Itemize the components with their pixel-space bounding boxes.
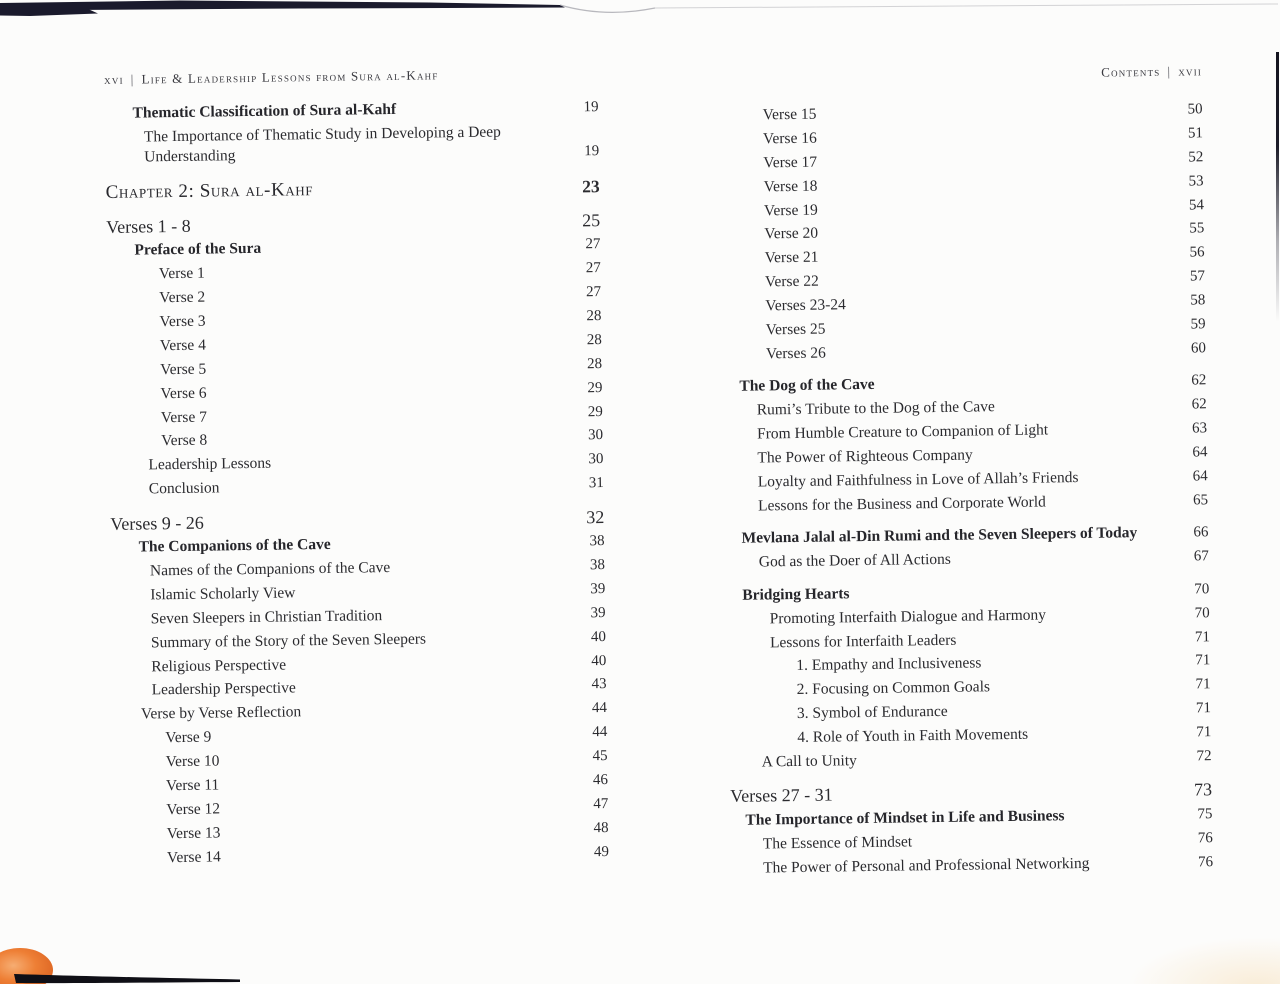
toc-entry-label: The Power of Personal and Professional Networking <box>763 854 1090 877</box>
toc-entry-page: 71 <box>1195 676 1211 693</box>
toc-entry-page: 71 <box>1194 628 1211 645</box>
toc-entry-page: 57 <box>1189 268 1206 285</box>
toc-entry-page: 25 <box>581 209 601 231</box>
toc-entry <box>108 330 602 357</box>
toc-entry-page: 73 <box>1193 779 1213 800</box>
toc-entry <box>723 243 1205 270</box>
toc-entry-label: Verses 26 <box>765 344 826 363</box>
toc-entry-page: 64 <box>1192 468 1208 485</box>
toc-entry-label: From Humble Creature to Companion of Light <box>756 421 1049 443</box>
toc-entry <box>725 418 1207 445</box>
toc-entry <box>111 555 605 582</box>
toc-entry-page: 53 <box>1188 172 1204 190</box>
toc-entry <box>108 354 602 381</box>
toc-entry <box>727 546 1209 573</box>
toc-entry <box>115 842 609 869</box>
toc-entry-label: Promoting Interfaith Dialogue and Harmony <box>769 606 1047 627</box>
toc-entry <box>105 121 600 169</box>
toc-entry <box>725 442 1207 469</box>
toc-entry-label: Verses 9 - 26 <box>110 512 204 534</box>
toc-entry-label: 1. Empathy and Inclusiveness <box>796 654 982 675</box>
toc-entry-page: 62 <box>1191 396 1207 413</box>
toc-entry-page: 30 <box>588 427 604 444</box>
toc-entry <box>728 603 1210 630</box>
running-head-right <box>720 63 1202 86</box>
toc-entry-page: 44 <box>591 700 608 717</box>
toc-entry-label: Chapter 2: Sura al-Kahf <box>105 178 314 203</box>
toc-entry-label: Lessons for the Business and Corporate World <box>757 493 1046 515</box>
toc-entry-label: Verse 9 <box>165 728 212 747</box>
toc-entry-label: Verses 27 - 31 <box>730 784 833 807</box>
toc-entry-label: Summary of the Story of the Seven Sleepers <box>150 630 427 652</box>
toc-entry <box>106 174 600 204</box>
toc-entry-page: 38 <box>589 557 606 574</box>
toc-entry <box>726 490 1208 517</box>
toc-entry <box>113 698 607 725</box>
toc-entry-label: Loyalty and Faithfulness in Love of Allah’s Friends <box>757 469 1079 491</box>
toc-entry-label: Religious Perspective <box>151 656 287 675</box>
toc-entry-page: 71 <box>1195 652 1211 669</box>
toc-entry-page: 38 <box>589 533 605 550</box>
toc-entry <box>723 266 1205 293</box>
book-right-edge <box>1276 52 1279 322</box>
toc-entry-page: 47 <box>593 795 609 813</box>
toc-entry <box>726 523 1208 550</box>
toc-entry-label: Verse 17 <box>763 153 818 172</box>
toc-entry-page: 70 <box>1194 604 1210 622</box>
book-title: Life & Leadership Lessons from Sura al-Kahf <box>141 67 439 87</box>
toc-entry-page: 76 <box>1197 853 1214 871</box>
toc-entry-page: 27 <box>586 284 602 301</box>
toc-entry-label: Leadership Perspective <box>151 679 296 699</box>
toc-entry-page: 23 <box>582 176 600 197</box>
toc-entry <box>731 828 1213 855</box>
toc-entry <box>726 466 1208 493</box>
book-cover-top-edge <box>0 0 1280 40</box>
toc-entry-label: The Essence of Mindset <box>762 833 913 853</box>
toc-entry <box>729 698 1211 725</box>
toc-entry-label: Verse 18 <box>763 177 818 196</box>
toc-entry-label: Preface of the Sura <box>134 240 262 259</box>
toc-entry-page: 62 <box>1191 372 1207 389</box>
toc-page-left <box>104 65 609 872</box>
toc-entry <box>113 722 607 749</box>
toc-entry <box>111 579 605 606</box>
toc-entry <box>724 338 1206 365</box>
toc-entry-label: Thematic Classification of Sura al-Kahf <box>132 100 397 122</box>
toc-entry-label: Verse 3 <box>159 312 206 331</box>
toc-entry-label: Verse 20 <box>764 225 819 243</box>
toc-entries-left <box>104 97 609 869</box>
toc-entry <box>722 195 1204 222</box>
toc-entry-page: 45 <box>592 748 608 765</box>
running-head-separator: | <box>1167 63 1172 79</box>
toc-entry <box>721 123 1203 150</box>
toc-entry-page: 49 <box>593 843 610 860</box>
toc-entry-page: 46 <box>592 772 609 789</box>
toc-entry-label: Verse 7 <box>160 408 208 426</box>
toc-entry-label: Verse 19 <box>763 201 818 219</box>
toc-entry <box>110 506 604 535</box>
toc-entry <box>111 531 605 558</box>
toc-entry-label: The Companions of the Cave <box>138 535 331 556</box>
toc-entry-page: 56 <box>1189 244 1205 261</box>
toc-entry-label: Verse 12 <box>166 800 221 819</box>
toc-entry-label: Verse 10 <box>165 752 220 771</box>
toc-entry-page: 64 <box>1192 444 1208 461</box>
toc-entry-page: 44 <box>592 724 608 741</box>
toc-entry <box>109 425 603 452</box>
toc-entry <box>112 627 606 654</box>
toc-entry <box>115 818 609 845</box>
toc-entry-label: Verse 8 <box>161 432 208 450</box>
toc-entry-page: 19 <box>583 99 599 116</box>
toc-entry <box>725 395 1207 422</box>
toc-entry <box>724 314 1206 341</box>
toc-entry-page: 28 <box>587 355 603 373</box>
toc-entry-page: 71 <box>1196 724 1212 741</box>
toc-entry <box>729 722 1211 749</box>
toc-entry-page: 59 <box>1190 316 1206 333</box>
toc-entry-label: Islamic Scholarly View <box>150 584 296 604</box>
toc-entry <box>106 234 600 261</box>
toc-entry-page: 72 <box>1196 748 1212 765</box>
toc-entry <box>106 209 600 238</box>
toc-entry-page: 75 <box>1197 806 1213 823</box>
toc-entry-label: Verse 22 <box>764 272 819 291</box>
toc-entry-page: 70 <box>1194 580 1210 598</box>
toc-entries-right <box>721 99 1214 879</box>
toc-entry <box>722 171 1204 198</box>
toc-page-right <box>720 63 1213 882</box>
toc-entry-label: The Importance of Mindset in Life and Business <box>745 807 1065 829</box>
toc-entry-label: Verse 11 <box>165 776 220 795</box>
running-head-left <box>104 65 598 88</box>
toc-entry-label: Verse 13 <box>166 824 221 842</box>
toc-entry-page: 51 <box>1187 125 1204 142</box>
toc-entry-label: Mevlana Jalal al-Din Rumi and the Seven Sleepers of Today <box>741 524 1138 548</box>
toc-entry-label: Bridging Hearts <box>742 584 850 604</box>
toc-entry <box>728 627 1210 654</box>
toc-entry <box>730 746 1212 773</box>
toc-entry-label: A Call to Unity <box>761 752 857 771</box>
toc-entry <box>114 746 608 773</box>
toc-entry-page: 27 <box>585 236 601 253</box>
toc-entry-page: 29 <box>587 403 603 420</box>
toc-entry <box>728 651 1210 678</box>
toc-entry-label: Verse 4 <box>159 336 207 355</box>
toc-entry <box>114 770 608 797</box>
toc-entry-label: Verse 6 <box>160 384 207 402</box>
toc-entry <box>110 473 604 500</box>
toc-entry <box>723 290 1205 317</box>
folio-number: xvi <box>104 71 124 87</box>
toc-entry-page: 43 <box>591 676 607 693</box>
toc-entry-label: Verses 25 <box>765 320 826 339</box>
toc-entry-page: 32 <box>586 506 605 527</box>
toc-entry-label: 2. Focusing on Common Goals <box>796 678 991 699</box>
toc-entry-label: Rumi’s Tribute to the Dog of the Cave <box>756 398 995 419</box>
toc-entry-label: Verse 1 <box>158 264 206 283</box>
toc-entry <box>114 794 608 821</box>
toc-entry-label: The Dog of the Cave <box>739 376 875 396</box>
toc-entry-page: 54 <box>1188 196 1205 214</box>
toc-entry <box>107 258 601 285</box>
photo-corner-tint <box>1130 938 1280 984</box>
toc-entry <box>730 804 1212 831</box>
toc-entry-label: The Power of Righteous Company <box>757 446 973 467</box>
toc-entry <box>112 651 606 678</box>
toc-entry-page: 76 <box>1197 829 1213 847</box>
toc-entry-label: 4. Role of Youth in Faith Movements <box>797 725 1029 747</box>
toc-entry-page: 67 <box>1193 548 1209 565</box>
toc-entry-page: 60 <box>1190 340 1207 357</box>
toc-entry-page: 28 <box>586 331 602 349</box>
toc-entry <box>724 371 1206 398</box>
toc-entry-page: 63 <box>1191 420 1208 437</box>
toc-entry-page: 50 <box>1187 101 1203 118</box>
toc-entry-label: Verse by Verse Reflection <box>140 703 302 723</box>
toc-entry <box>722 219 1204 246</box>
toc-entry-page: 28 <box>586 308 602 325</box>
toc-entry-page: 65 <box>1192 492 1209 509</box>
toc-entry-page: 66 <box>1193 524 1209 541</box>
toc-entry-label: Verse 15 <box>762 105 817 124</box>
toc-entry <box>730 779 1212 808</box>
toc-entry-page: 55 <box>1189 220 1205 237</box>
toc-entry <box>107 306 601 333</box>
toc-entry-page: 19 <box>584 143 600 160</box>
toc-entry-label: Verses 1 - 8 <box>106 215 191 237</box>
toc-entry-page: 27 <box>585 260 601 277</box>
folio-number: xvii <box>1178 63 1203 79</box>
toc-entry <box>731 852 1213 879</box>
toc-entry-label: Verse 21 <box>764 248 819 267</box>
toc-entry-label: Seven Sleepers in Christian Tradition <box>150 606 383 628</box>
toc-entry-page: 52 <box>1188 149 1204 166</box>
toc-entry-label: Verses 23-24 <box>765 296 846 315</box>
toc-entry-label: Leadership Lessons <box>148 455 272 474</box>
toc-entry-label: Names of the Companions of the Cave <box>149 559 391 580</box>
toc-entry <box>729 675 1211 702</box>
toc-entry-page: 40 <box>590 628 607 645</box>
toc-entry <box>721 99 1203 126</box>
toc-entry-label: Verse 2 <box>159 288 206 307</box>
toc-entry-label: Lessons for Interfaith Leaders <box>769 631 957 651</box>
toc-entry <box>109 449 603 476</box>
toc-entry-label: Conclusion <box>148 479 220 498</box>
toc-entry <box>727 579 1209 606</box>
toc-entry-page: 71 <box>1195 700 1212 717</box>
toc-entry-page: 39 <box>590 604 606 622</box>
contents-label: Contents <box>1101 63 1161 80</box>
toc-entry-page: 29 <box>587 379 603 396</box>
toc-entry <box>104 97 598 124</box>
toc-entry <box>113 674 607 701</box>
thumb-holding-book <box>0 924 260 984</box>
toc-entry-label: The Importance of Thematic Study in Developing a Deep Understanding <box>143 123 501 166</box>
toc-entry <box>109 402 603 429</box>
toc-entry-page: 39 <box>590 580 606 598</box>
toc-entry-page: 58 <box>1190 292 1206 309</box>
toc-entry-label: 3. Symbol of Endurance <box>796 703 948 723</box>
toc-entry-page: 30 <box>588 451 604 468</box>
running-head-separator: | <box>130 71 135 87</box>
toc-entry-page: 40 <box>591 652 607 669</box>
toc-entry-label: Verse 5 <box>160 360 207 378</box>
book-bottom-edge <box>14 974 240 983</box>
toc-entry-label: Verse 14 <box>166 848 221 866</box>
toc-entry-label: Verse 16 <box>762 129 817 148</box>
toc-entry <box>112 603 606 630</box>
toc-entry <box>107 282 601 309</box>
toc-entry-page: 31 <box>588 475 604 492</box>
toc-entry-page: 48 <box>593 819 609 837</box>
toc-entry-label: God as the Doer of All Actions <box>758 551 951 571</box>
toc-entry <box>721 147 1203 174</box>
toc-entry <box>108 378 602 405</box>
